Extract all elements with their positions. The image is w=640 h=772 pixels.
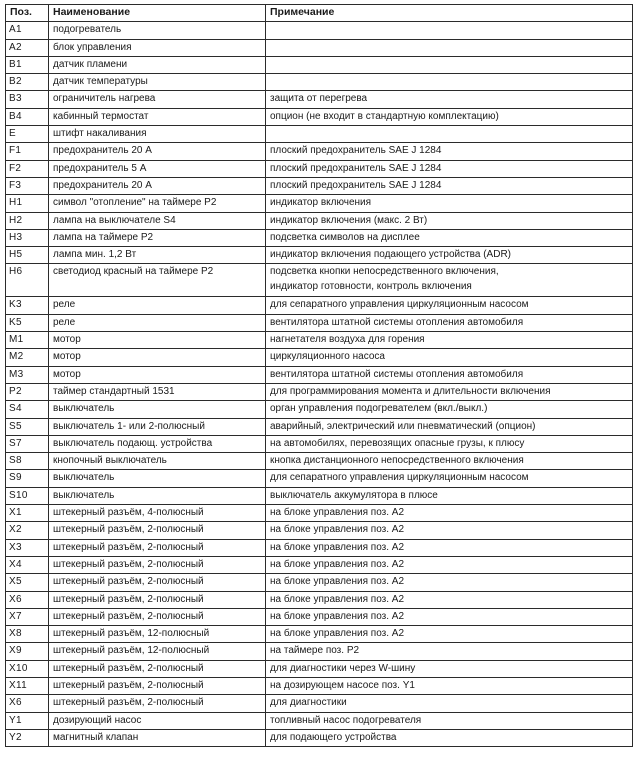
cell-name: магнитный клапан: [49, 729, 266, 746]
cell-pos: H3: [6, 229, 49, 246]
cell-pos: A2: [6, 39, 49, 56]
cell-note: для диагностики через W-шину: [266, 660, 633, 677]
cell-pos: A1: [6, 22, 49, 39]
cell-note: [266, 74, 633, 91]
cell-pos: F1: [6, 143, 49, 160]
cell-pos: P2: [6, 383, 49, 400]
table-row: [6, 660, 633, 677]
table-row: [6, 522, 633, 539]
cell-note: вентилятора штатной системы отопления автомобиля: [266, 366, 633, 383]
cell-name: светодиод красный на таймере P2: [49, 264, 266, 297]
cell-note: на блоке управления поз. A2: [266, 556, 633, 573]
table-row: [6, 349, 633, 366]
table-row: [6, 712, 633, 729]
cell-pos: S7: [6, 435, 49, 452]
table-body: [6, 22, 633, 747]
cell-name: выключатель подающ. устройства: [49, 435, 266, 452]
cell-note: для подающего устройства: [266, 729, 633, 746]
cell-name: штекерный разъём, 2-полюсный: [49, 695, 266, 712]
cell-name: предохранитель 20 А: [49, 177, 266, 194]
table-row: [6, 401, 633, 418]
cell-note: плоский предохранитель SAE J 1284: [266, 143, 633, 160]
table-row: [6, 297, 633, 314]
table-row: [6, 160, 633, 177]
cell-note: орган управления подогревателем (вкл./выкл.): [266, 401, 633, 418]
cell-pos: X8: [6, 626, 49, 643]
cell-name: мотор: [49, 366, 266, 383]
cell-name: штекерный разъём, 2-полюсный: [49, 608, 266, 625]
table-row: [6, 539, 633, 556]
cell-pos: X5: [6, 574, 49, 591]
table-row: [6, 505, 633, 522]
cell-name: выключатель 1- или 2-полюсный: [49, 418, 266, 435]
cell-name: штекерный разъём, 12-полюсный: [49, 643, 266, 660]
cell-name: дозирующий насос: [49, 712, 266, 729]
header-name: Наименование: [49, 5, 266, 22]
cell-pos: X11: [6, 677, 49, 694]
table-row: [6, 574, 633, 591]
cell-note: опцион (не входит в стандартную комплектацию): [266, 108, 633, 125]
table-row: [6, 264, 633, 297]
table-row: [6, 453, 633, 470]
table-row: [6, 366, 633, 383]
cell-name: выключатель: [49, 401, 266, 418]
cell-note: для сепаратного управления циркуляционным насосом: [266, 470, 633, 487]
cell-note: плоский предохранитель SAE J 1284: [266, 177, 633, 194]
table-row: [6, 418, 633, 435]
table-row: [6, 729, 633, 746]
cell-pos: S9: [6, 470, 49, 487]
cell-pos: S4: [6, 401, 49, 418]
cell-note: выключатель аккумулятора в плюсе: [266, 487, 633, 504]
cell-pos: X6: [6, 695, 49, 712]
cell-pos: B1: [6, 56, 49, 73]
cell-note-line: подсветка кнопки непосредственного включения,: [270, 266, 499, 278]
table-row: [6, 177, 633, 194]
cell-pos: B3: [6, 91, 49, 108]
cell-note: защита от перегрева: [266, 91, 633, 108]
cell-name: штекерный разъём, 2-полюсный: [49, 660, 266, 677]
cell-name: мотор: [49, 332, 266, 349]
table-header-row: [6, 5, 633, 22]
cell-pos: X2: [6, 522, 49, 539]
cell-note: на блоке управления поз. A2: [266, 505, 633, 522]
cell-name: кабинный термостат: [49, 108, 266, 125]
parts-table: [5, 4, 633, 747]
cell-name: штекерный разъём, 2-полюсный: [49, 556, 266, 573]
table-row: [6, 695, 633, 712]
header-note: Примечание: [266, 5, 633, 22]
cell-name: штекерный разъём, 2-полюсный: [49, 574, 266, 591]
cell-note: на блоке управления поз. A2: [266, 608, 633, 625]
table-row: [6, 591, 633, 608]
cell-pos: S8: [6, 453, 49, 470]
cell-name: штифт накаливания: [49, 126, 266, 143]
cell-name: штекерный разъём, 2-полюсный: [49, 539, 266, 556]
cell-name: датчик температуры: [49, 74, 266, 91]
table-row: [6, 383, 633, 400]
cell-pos: H5: [6, 247, 49, 264]
cell-pos: X3: [6, 539, 49, 556]
cell-name: лампа мин. 1,2 Вт: [49, 247, 266, 264]
cell-pos: B4: [6, 108, 49, 125]
cell-pos: H6: [6, 264, 49, 297]
table-row: [6, 39, 633, 56]
cell-note: кнопка дистанционного непосредственного включения: [266, 453, 633, 470]
cell-note: для сепаратного управления циркуляционным насосом: [266, 297, 633, 314]
cell-note: циркуляционного насоса: [266, 349, 633, 366]
cell-name: выключатель: [49, 487, 266, 504]
cell-note: плоский предохранитель SAE J 1284: [266, 160, 633, 177]
table-row: [6, 626, 633, 643]
cell-note: на блоке управления поз. A2: [266, 626, 633, 643]
cell-name: штекерный разъём, 12-полюсный: [49, 626, 266, 643]
table-row: [6, 143, 633, 160]
cell-note: [266, 126, 633, 143]
cell-name: штекерный разъём, 2-полюсный: [49, 677, 266, 694]
cell-pos: X4: [6, 556, 49, 573]
cell-name: реле: [49, 297, 266, 314]
cell-name: предохранитель 5 А: [49, 160, 266, 177]
cell-note: топливный насос подогревателя: [266, 712, 633, 729]
cell-name: лампа на выключателе S4: [49, 212, 266, 229]
cell-pos: Y2: [6, 729, 49, 746]
cell-pos: B2: [6, 74, 49, 91]
cell-name: лампа на таймере P2: [49, 229, 266, 246]
cell-name: кнопочный выключатель: [49, 453, 266, 470]
cell-name: блок управления: [49, 39, 266, 56]
cell-pos: H2: [6, 212, 49, 229]
cell-name: ограничитель нагрева: [49, 91, 266, 108]
cell-note: [266, 56, 633, 73]
table-row: [6, 332, 633, 349]
cell-name: подогреватель: [49, 22, 266, 39]
table-row: [6, 435, 633, 452]
cell-pos: S5: [6, 418, 49, 435]
cell-note: вентилятора штатной системы отопления автомобиля: [266, 314, 633, 331]
cell-note: на блоке управления поз. A2: [266, 539, 633, 556]
cell-note: аварийный, электрический или пневматический (опцион): [266, 418, 633, 435]
cell-pos: S10: [6, 487, 49, 504]
table-row: [6, 56, 633, 73]
cell-pos: Y1: [6, 712, 49, 729]
table-row: [6, 608, 633, 625]
table-row: [6, 470, 633, 487]
cell-pos: X1: [6, 505, 49, 522]
cell-name: реле: [49, 314, 266, 331]
table-row: [6, 22, 633, 39]
cell-note: [266, 22, 633, 39]
cell-pos: M1: [6, 332, 49, 349]
cell-name: символ "отопление" на таймере P2: [49, 195, 266, 212]
cell-pos: E: [6, 126, 49, 143]
cell-name: штекерный разъём, 2-полюсный: [49, 591, 266, 608]
cell-name: штекерный разъём, 2-полюсный: [49, 522, 266, 539]
table-row: [6, 677, 633, 694]
cell-name: датчик пламени: [49, 56, 266, 73]
cell-note: подсветка символов на дисплее: [266, 229, 633, 246]
cell-note: индикатор включения: [266, 195, 633, 212]
cell-pos: X6: [6, 591, 49, 608]
table-row: [6, 212, 633, 229]
cell-note: на дозирующем насосе поз. Y1: [266, 677, 633, 694]
cell-note-line: индикатор готовности, контроль включения: [270, 281, 472, 293]
cell-pos: H1: [6, 195, 49, 212]
cell-note: на блоке управления поз. A2: [266, 522, 633, 539]
cell-note: для программирования момента и длительности включения: [266, 383, 633, 400]
cell-note: нагнетателя воздуха для горения: [266, 332, 633, 349]
cell-name: таймер стандартный 1531: [49, 383, 266, 400]
cell-note: на блоке управления поз. A2: [266, 591, 633, 608]
cell-pos: X9: [6, 643, 49, 660]
cell-pos: M2: [6, 349, 49, 366]
table-row: [6, 487, 633, 504]
cell-pos: X10: [6, 660, 49, 677]
table-row: [6, 556, 633, 573]
table-row: [6, 314, 633, 331]
table-row: [6, 229, 633, 246]
cell-pos: X7: [6, 608, 49, 625]
cell-note: [266, 264, 633, 297]
cell-name: штекерный разъём, 4-полюсный: [49, 505, 266, 522]
cell-note: индикатор включения (макс. 2 Вт): [266, 212, 633, 229]
cell-name: предохранитель 20 А: [49, 143, 266, 160]
table-row: [6, 195, 633, 212]
cell-pos: M3: [6, 366, 49, 383]
cell-note: на автомобилях, перевозящих опасные грузы, к плюсу: [266, 435, 633, 452]
cell-pos: F3: [6, 177, 49, 194]
cell-note: индикатор включения подающего устройства (ADR): [266, 247, 633, 264]
header-pos: Поз.: [6, 5, 49, 22]
cell-name: выключатель: [49, 470, 266, 487]
cell-note: [266, 39, 633, 56]
cell-pos: K3: [6, 297, 49, 314]
cell-pos: F2: [6, 160, 49, 177]
table-row: [6, 108, 633, 125]
cell-note: на блоке управления поз. A2: [266, 574, 633, 591]
cell-pos: K5: [6, 314, 49, 331]
table-row: [6, 91, 633, 108]
cell-note: для диагностики: [266, 695, 633, 712]
table-row: [6, 247, 633, 264]
table-row: [6, 126, 633, 143]
table-row: [6, 643, 633, 660]
cell-name: мотор: [49, 349, 266, 366]
table-row: [6, 74, 633, 91]
cell-note: на таймере поз. P2: [266, 643, 633, 660]
